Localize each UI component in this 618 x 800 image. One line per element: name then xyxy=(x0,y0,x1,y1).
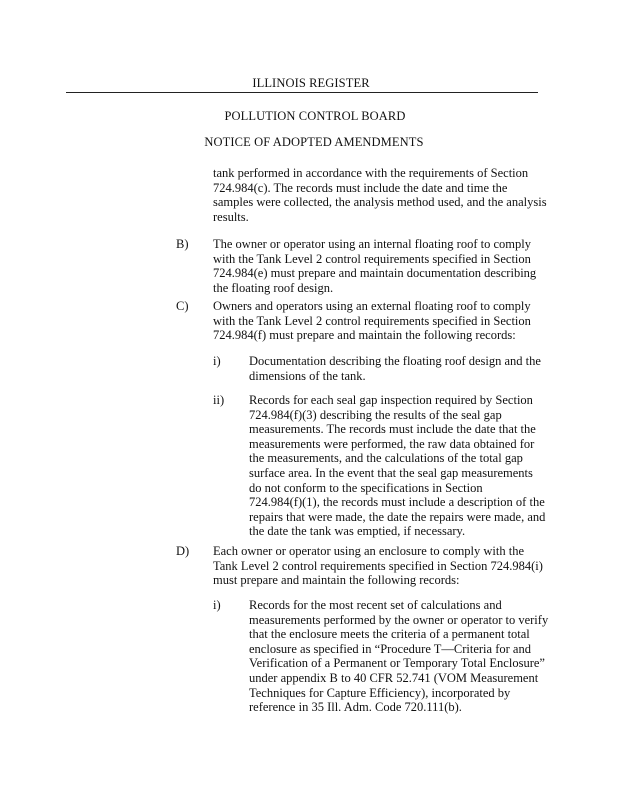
board-header: POLLUTION CONTROL BOARD xyxy=(224,109,406,123)
text-line: under appendix B to 40 CFR 52.741 (VOM Measurement xyxy=(249,670,539,685)
text-line: Records for the most recent set of calculations and xyxy=(249,598,502,612)
text-line: repairs that were made, the date the repairs were made, and xyxy=(249,509,546,524)
text-line: 724.984(f)(3) describing the results of the seal gap xyxy=(249,407,502,422)
text-line: must prepare and maintain the following records: xyxy=(213,573,460,588)
text-line: Owners and operators using an external floating roof to comply xyxy=(213,299,531,313)
text-line: Each owner or operator using an enclosure to comply with the xyxy=(213,544,525,558)
item-b-text xyxy=(213,237,536,295)
text-line: samples were collected, the analysis method used, and the analysis xyxy=(213,195,547,210)
text-line: 724.984(f)(1), the records must include a description of the xyxy=(249,495,545,510)
continued-paragraph xyxy=(213,166,547,224)
item-d-text xyxy=(213,544,543,588)
text-line: Records for each seal gap inspection required by Section xyxy=(249,393,533,407)
text-line: 724.984(e) must prepare and maintain documentation describing xyxy=(213,266,537,281)
text-line: surface area. In the event that the seal gap measurements xyxy=(249,465,533,480)
text-line: measurements were performed, the raw data obtained for xyxy=(249,436,535,451)
item-c-ii-label: ii) xyxy=(213,393,225,407)
item-d-i-label: i) xyxy=(213,598,221,612)
item-c-i-text xyxy=(249,354,541,383)
text-line: measurements. The records must include the date that the xyxy=(249,422,536,437)
notice-header: NOTICE OF ADOPTED AMENDMENTS xyxy=(204,135,424,149)
text-line: Tank Level 2 control requirements specified in Section 724.984(i) xyxy=(213,558,543,573)
item-d-label: D) xyxy=(176,544,190,558)
text-line: with the Tank Level 2 control requirements specified in Section xyxy=(213,251,531,266)
item-c-label: C) xyxy=(176,299,189,313)
text-line: the floating roof design. xyxy=(213,280,334,295)
text-line: The owner or operator using an internal floating roof to comply xyxy=(213,237,531,251)
text-line: Verification of a Permanent or Temporary Total Enclosure” xyxy=(249,656,545,671)
text-line: 724.984(f) must prepare and maintain the following records: xyxy=(213,328,516,343)
text-line: enclosure as specified in “Procedure T—Criteria for and xyxy=(249,641,531,656)
text-line: dimensions of the tank. xyxy=(249,368,366,383)
text-line: tank performed in accordance with the requirements of Section xyxy=(213,166,529,180)
text-line: Techniques for Capture Efficiency), incorporated by xyxy=(249,685,511,700)
item-c-text xyxy=(213,299,531,343)
text-line: do not conform to the specifications in Section xyxy=(249,480,483,495)
text-line: Documentation describing the floating roof design and the xyxy=(249,354,541,368)
text-line: 724.984(c). The records must include the date and time the xyxy=(213,180,508,195)
text-line: that the enclosure meets the criteria of a permanent total xyxy=(249,627,530,642)
text-line: with the Tank Level 2 control requirements specified in Section xyxy=(213,313,531,328)
text-line: results. xyxy=(213,209,249,224)
text-line: the date the tank was emptied, if necessary. xyxy=(249,524,466,539)
item-d-i-text xyxy=(249,598,548,715)
item-c-i-label: i) xyxy=(213,354,221,368)
item-c-ii-text xyxy=(249,393,545,539)
text-line: reference in 35 Ill. Adm. Code 720.111(b). xyxy=(249,700,462,715)
text-line: measurements performed by the owner or operator to verify xyxy=(249,612,549,627)
header-rule xyxy=(66,92,538,93)
text-line: the measurements, and the calculations of the total gap xyxy=(249,451,523,466)
item-b-label: B) xyxy=(176,237,189,251)
register-header: ILLINOIS REGISTER xyxy=(252,76,370,90)
